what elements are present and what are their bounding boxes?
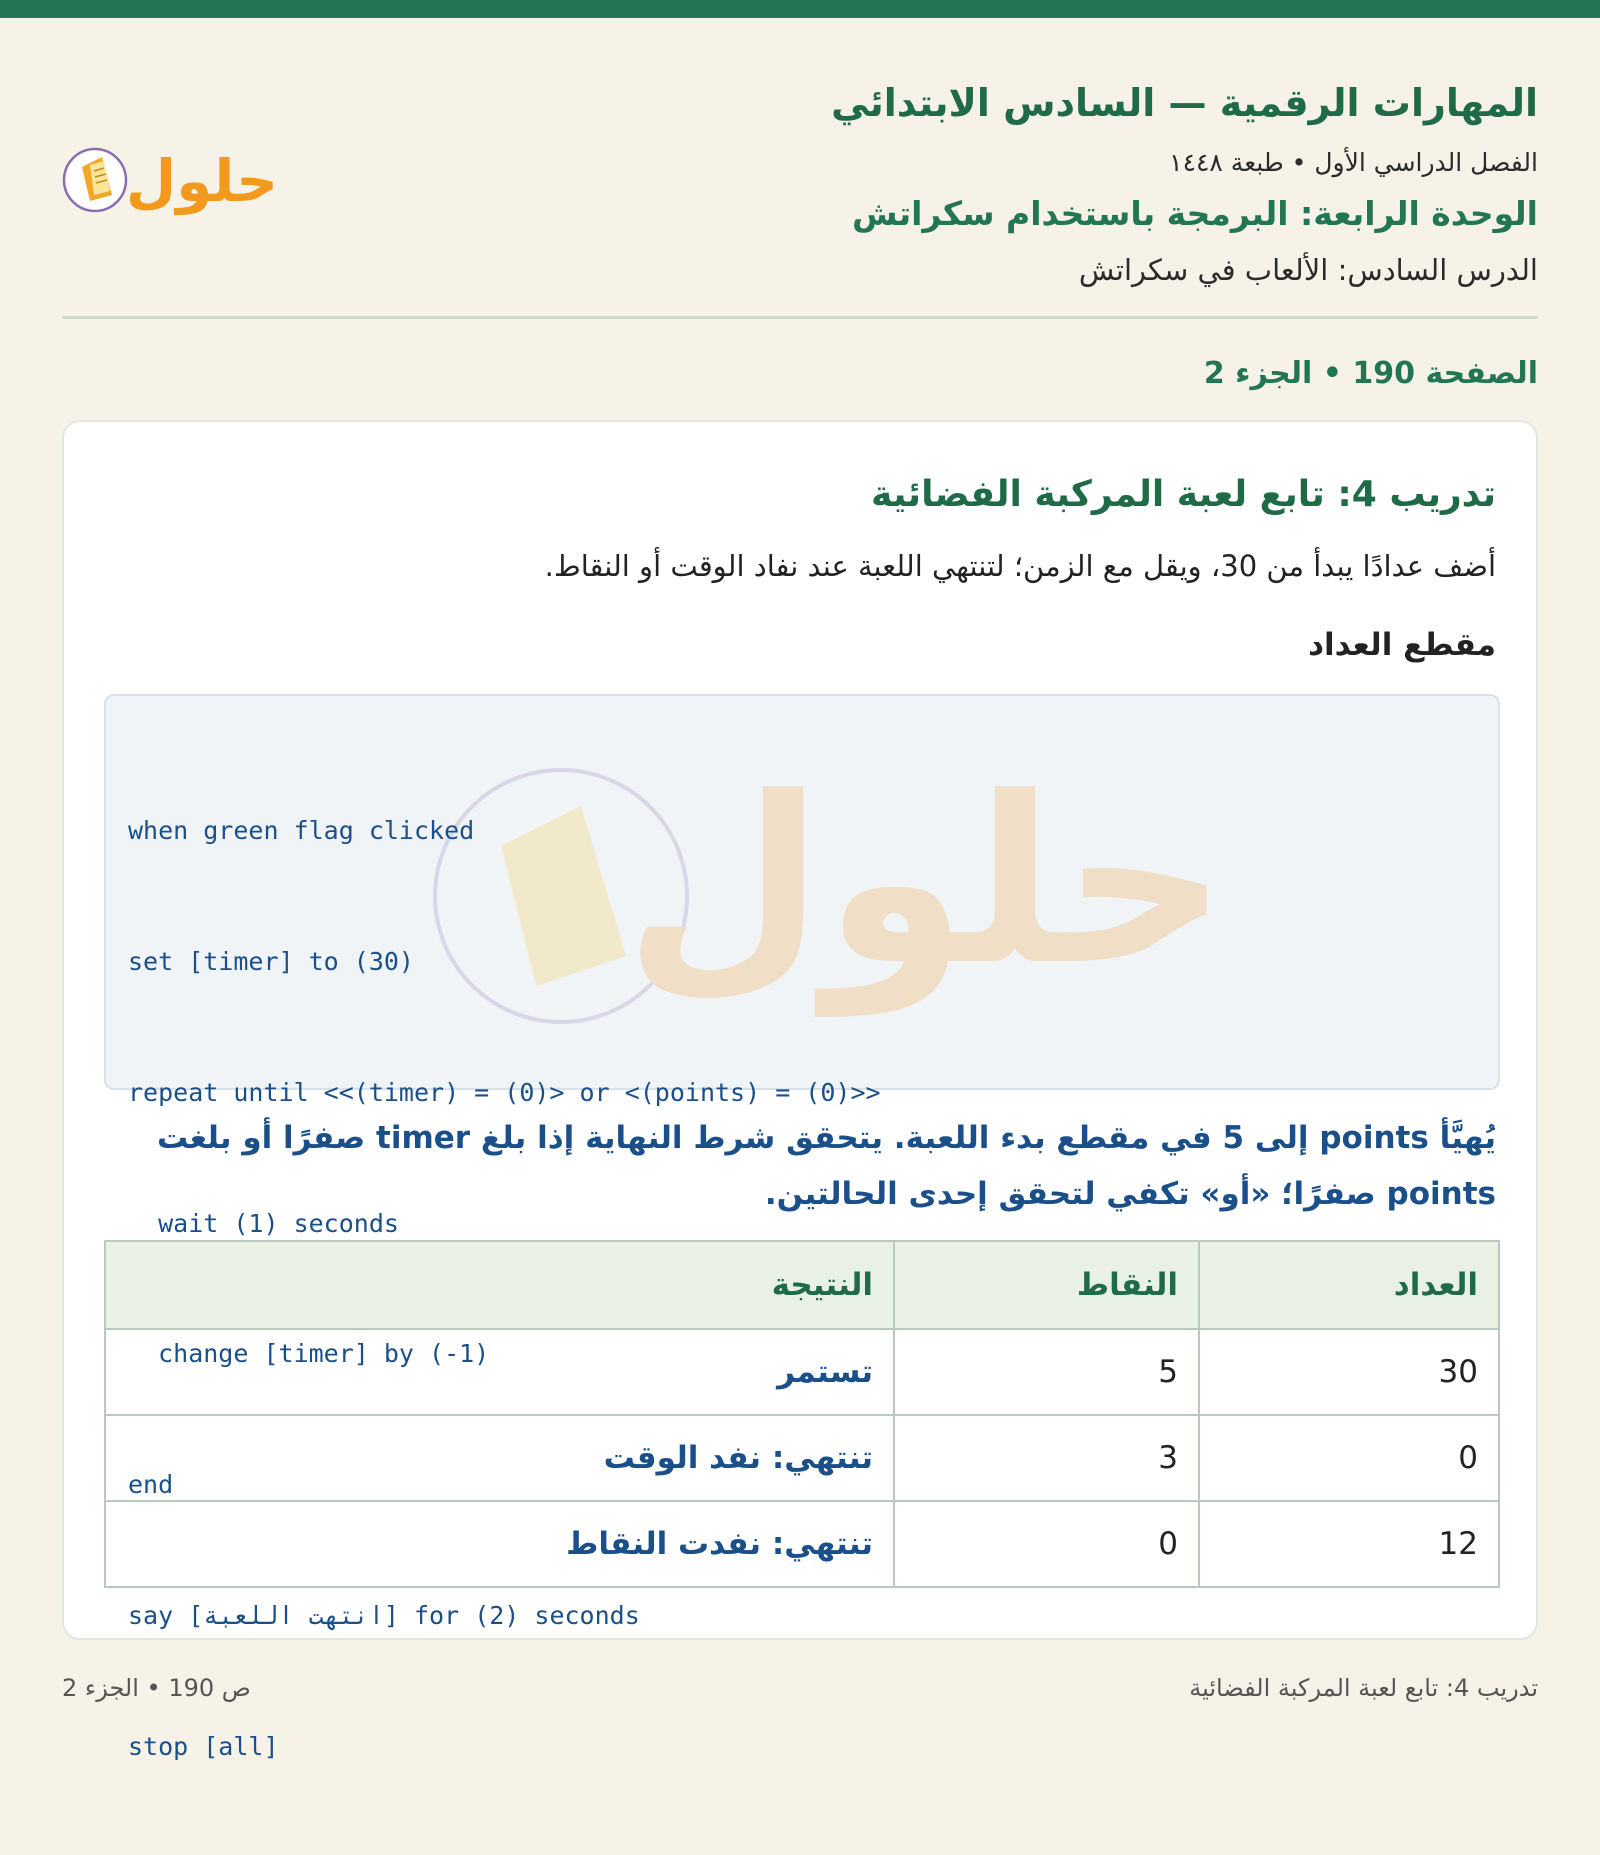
page-reference: الصفحة 190 • الجزء 2 (1203, 356, 1538, 391)
footer-page-label: ص 190 • الجزء 2 (62, 1674, 251, 1702)
header-divider (62, 316, 1538, 319)
code-line: end (128, 1470, 174, 1500)
code-section-title: مقطع العداد (1308, 627, 1496, 663)
code-line: stop [all] (128, 1731, 279, 1761)
cell-points: 5 (894, 1329, 1199, 1415)
cell-timer: 12 (1199, 1501, 1499, 1587)
cell-timer: 30 (1199, 1329, 1499, 1415)
unit-title: الوحدة الرابعة: البرمجة باستخدام سكراتش (852, 194, 1538, 233)
cell-points: 3 (894, 1415, 1199, 1501)
cell-points: 0 (894, 1501, 1199, 1587)
book-title: المهارات الرقمية — السادس الابتدائي (831, 81, 1538, 125)
term-edition: الفصل الدراسي الأول • طبعة ١٤٤٨ (1169, 148, 1538, 177)
column-header-timer: العداد (1199, 1241, 1499, 1329)
table-row (105, 1415, 1499, 1501)
cell-timer: 0 (1199, 1415, 1499, 1501)
logo-wordmark: حلول (125, 147, 279, 215)
explanation-note: يُهيَّأ points إلى 5 في مقطع بدء اللعبة. يتحقق شرط النهاية إذا بلغ timer صفرًا أو بلغت points صفرًا؛ «أو» تكفي لتحقق إحدى الحالتين. (156, 1120, 1496, 1212)
hulul-logo (60, 135, 290, 225)
code-line: wait (1) seconds (128, 1208, 399, 1238)
watermark-wordmark: حلول (624, 749, 1228, 1016)
code-line: when green flag clicked (128, 816, 475, 846)
cell-result: تنتهي: نفدت النقاط (105, 1501, 894, 1587)
exercise-title: تدريب 4: تابع لعبة المركبة الفضائية (871, 474, 1496, 515)
table-row (105, 1501, 1499, 1587)
lesson-title: الدرس السادس: الألعاب في سكراتش (1078, 253, 1538, 287)
code-line: say [انتهت اللعبة] for (2) seconds (128, 1600, 640, 1630)
footer-exercise-label: تدريب 4: تابع لعبة المركبة الفضائية (1189, 1674, 1538, 1702)
results-table (104, 1240, 1500, 1588)
top-accent-bar (0, 0, 1600, 18)
column-header-points: النقاط (894, 1241, 1199, 1329)
column-header-result: النتيجة (105, 1241, 894, 1329)
table-row (105, 1329, 1499, 1415)
code-line: change [timer] by (-1) (128, 1339, 490, 1369)
cell-result: تستمر (105, 1329, 894, 1415)
code-line: repeat until <<(timer) = (0)> or <(points) = (0)>> (128, 1077, 881, 1107)
cell-result: تنتهي: نفد الوقت (105, 1415, 894, 1501)
code-line: set [timer] to (30) (128, 946, 414, 976)
exercise-description: أضف عدادًا يبدأ من 30، ويقل مع الزمن؛ لتنتهي اللعبة عند نفاد الوقت أو النقاط. (544, 549, 1496, 583)
table-header-row (105, 1241, 1499, 1329)
